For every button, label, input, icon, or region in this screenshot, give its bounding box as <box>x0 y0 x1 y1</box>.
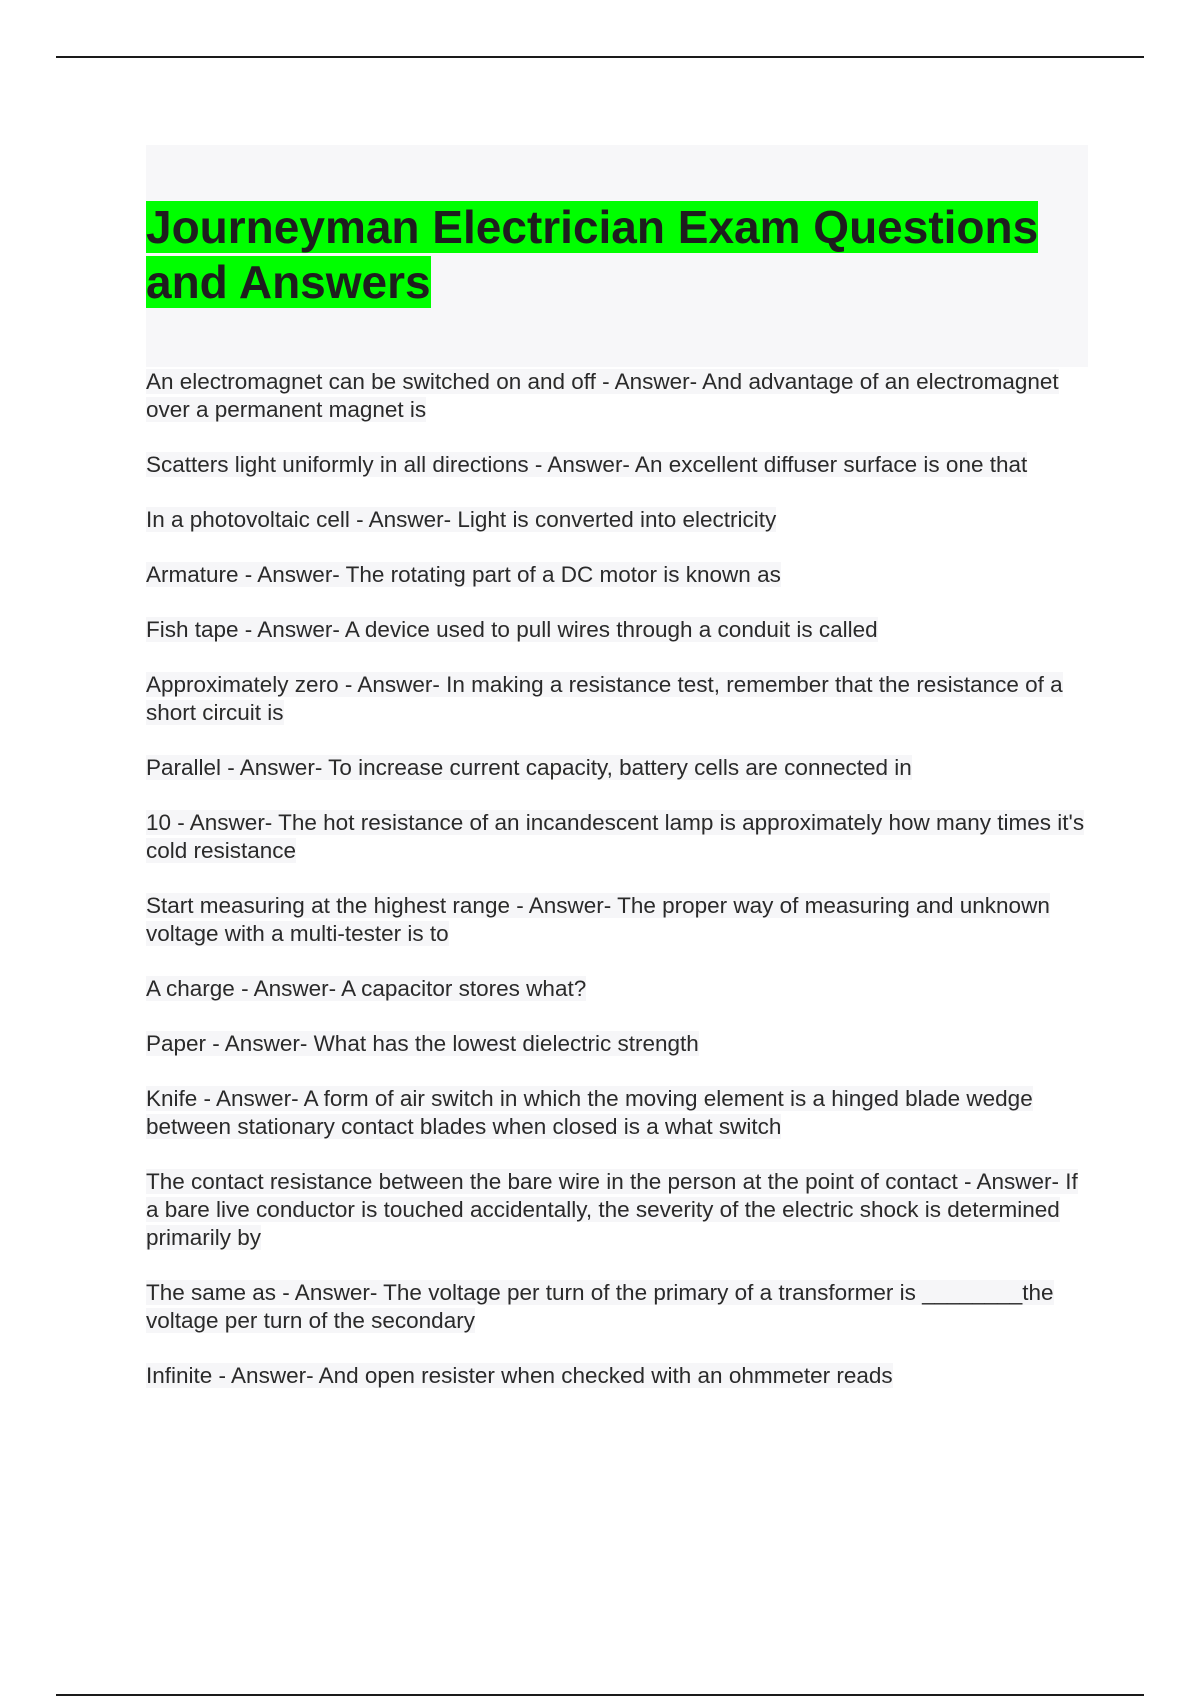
qa-item-text: A charge - Answer- A capacitor stores what? <box>146 976 587 1001</box>
qa-list <box>146 368 1096 1417</box>
qa-item <box>146 506 1096 534</box>
qa-item <box>146 1279 1096 1335</box>
qa-item <box>146 368 1096 424</box>
title-highlight: Journeyman Electrician Exam Questions and Answers <box>146 201 1039 308</box>
qa-item <box>146 809 1096 865</box>
top-rule <box>56 56 1144 58</box>
qa-item-text: In a photovoltaic cell - Answer- Light is converted into electricity <box>146 507 777 532</box>
qa-item-text: Approximately zero - Answer- In making a resistance test, remember that the resistance of a short circuit is <box>146 672 1063 725</box>
qa-item <box>146 1085 1096 1141</box>
qa-item <box>146 616 1096 644</box>
qa-item-text: An electromagnet can be switched on and off - Answer- And advantage of an electromagnet over a permanent magnet is <box>146 369 1059 422</box>
bottom-rule <box>56 1694 1144 1696</box>
qa-item-text: Paper - Answer- What has the lowest dielectric strength <box>146 1031 699 1056</box>
qa-item <box>146 1168 1096 1252</box>
qa-item-text: The same as - Answer- The voltage per turn of the primary of a transformer is ________the voltage per turn of the secondary <box>146 1280 1054 1333</box>
qa-item <box>146 451 1096 479</box>
qa-item-text: Scatters light uniformly in all directions - Answer- An excellent diffuser surface is one that <box>146 452 1028 477</box>
qa-item-text: The contact resistance between the bare wire in the person at the point of contact - Answer- If a bare live conductor is touched accidentally, the severity of the electric shock is determined primarily by <box>146 1169 1078 1250</box>
qa-item <box>146 561 1096 589</box>
qa-item-text: Start measuring at the highest range - Answer- The proper way of measuring and unknown voltage with a multi-tester is to <box>146 893 1050 946</box>
qa-item-text: Armature - Answer- The rotating part of a DC motor is known as <box>146 562 781 587</box>
qa-item <box>146 671 1096 727</box>
qa-item <box>146 892 1096 948</box>
page-title <box>146 200 1106 310</box>
qa-item-text: Infinite - Answer- And open resister when checked with an ohmmeter reads <box>146 1363 893 1388</box>
qa-item-text: Parallel - Answer- To increase current capacity, battery cells are connected in <box>146 755 912 780</box>
qa-item-text: Knife - Answer- A form of air switch in which the moving element is a hinged blade wedge between stationary contact blades when closed is a what switch <box>146 1086 1033 1139</box>
qa-item-text: Fish tape - Answer- A device used to pull wires through a conduit is called <box>146 617 878 642</box>
qa-item <box>146 754 1096 782</box>
qa-item-text: 10 - Answer- The hot resistance of an incandescent lamp is approximately how many times it's cold resistance <box>146 810 1085 863</box>
qa-item <box>146 1030 1096 1058</box>
qa-item <box>146 1362 1096 1390</box>
qa-item <box>146 975 1096 1003</box>
